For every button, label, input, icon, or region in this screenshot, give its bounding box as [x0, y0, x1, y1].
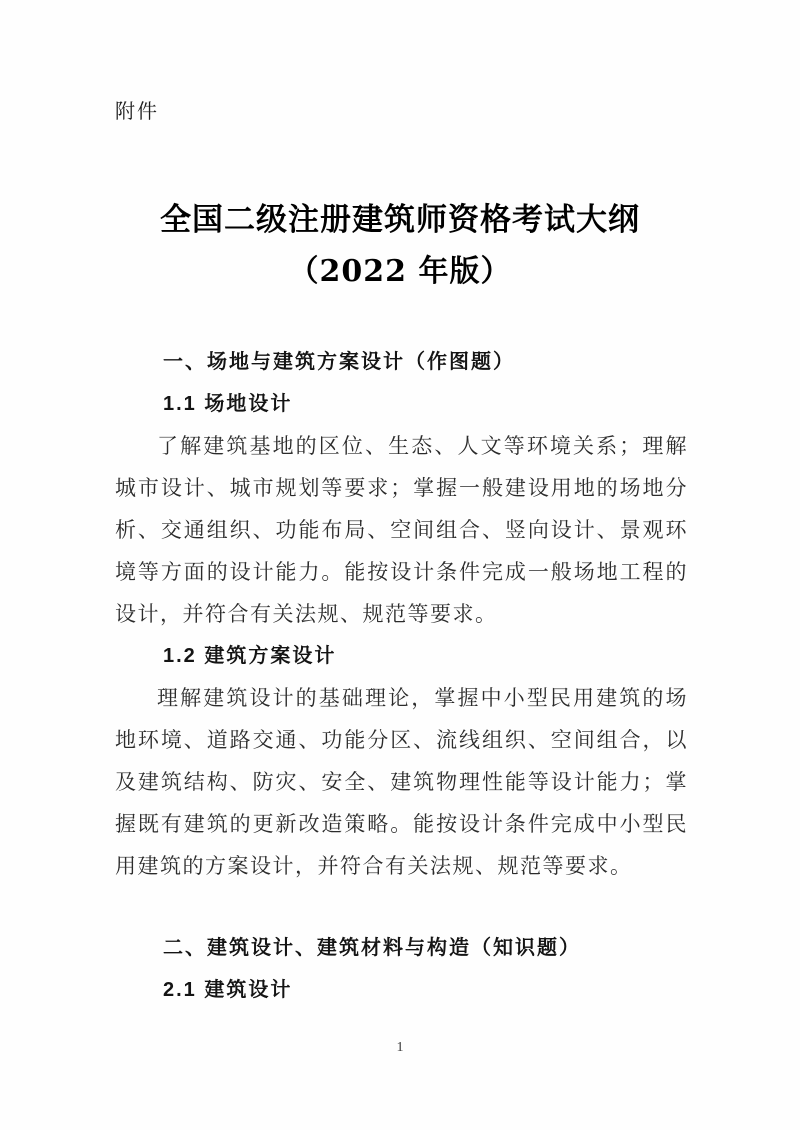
section-1-heading: 一、场地与建筑方案设计（作图题） — [163, 351, 515, 373]
subsection-1-2-paragraph: 理解建筑设计的基础理论，掌握中小型民用建筑的场地环境、道路交通、功能分区、流线组织、空间组合，以及建筑结构、防灾、安全、建筑物理性能等设计能力；掌握既有建筑的更新改造策略。能按设计条件完成中小型民用建筑的方案设计，并符合有关法规、规范等要求。 — [115, 686, 688, 878]
document-title-line2: （2022 年版） — [288, 254, 512, 289]
attachment-label: 附件 — [115, 101, 159, 123]
subsection-1-2-heading: 1.2 建筑方案设计 — [163, 645, 337, 667]
section-2-heading: 二、建筑设计、建筑材料与构造（知识题） — [163, 937, 581, 959]
subsection-1-1-paragraph: 了解建筑基地的区位、生态、人文等环境关系；理解城市设计、城市规划等要求；掌握一般建设用地的场地分析、交通组织、功能布局、空间组合、竖向设计、景观环境等方面的设计能力。能按设计条件完成一般场地工程的设计，并符合有关法规、规范等要求。 — [115, 434, 688, 626]
page-number: 1 — [396, 1040, 404, 1055]
document-body — [115, 341, 688, 1011]
document-title-line1: 全国二级注册建筑师资格考试大纲 — [160, 202, 640, 238]
subsection-1-1-heading: 1.1 场地设计 — [163, 393, 293, 415]
subsection-2-1-heading: 2.1 建筑设计 — [163, 979, 293, 1001]
